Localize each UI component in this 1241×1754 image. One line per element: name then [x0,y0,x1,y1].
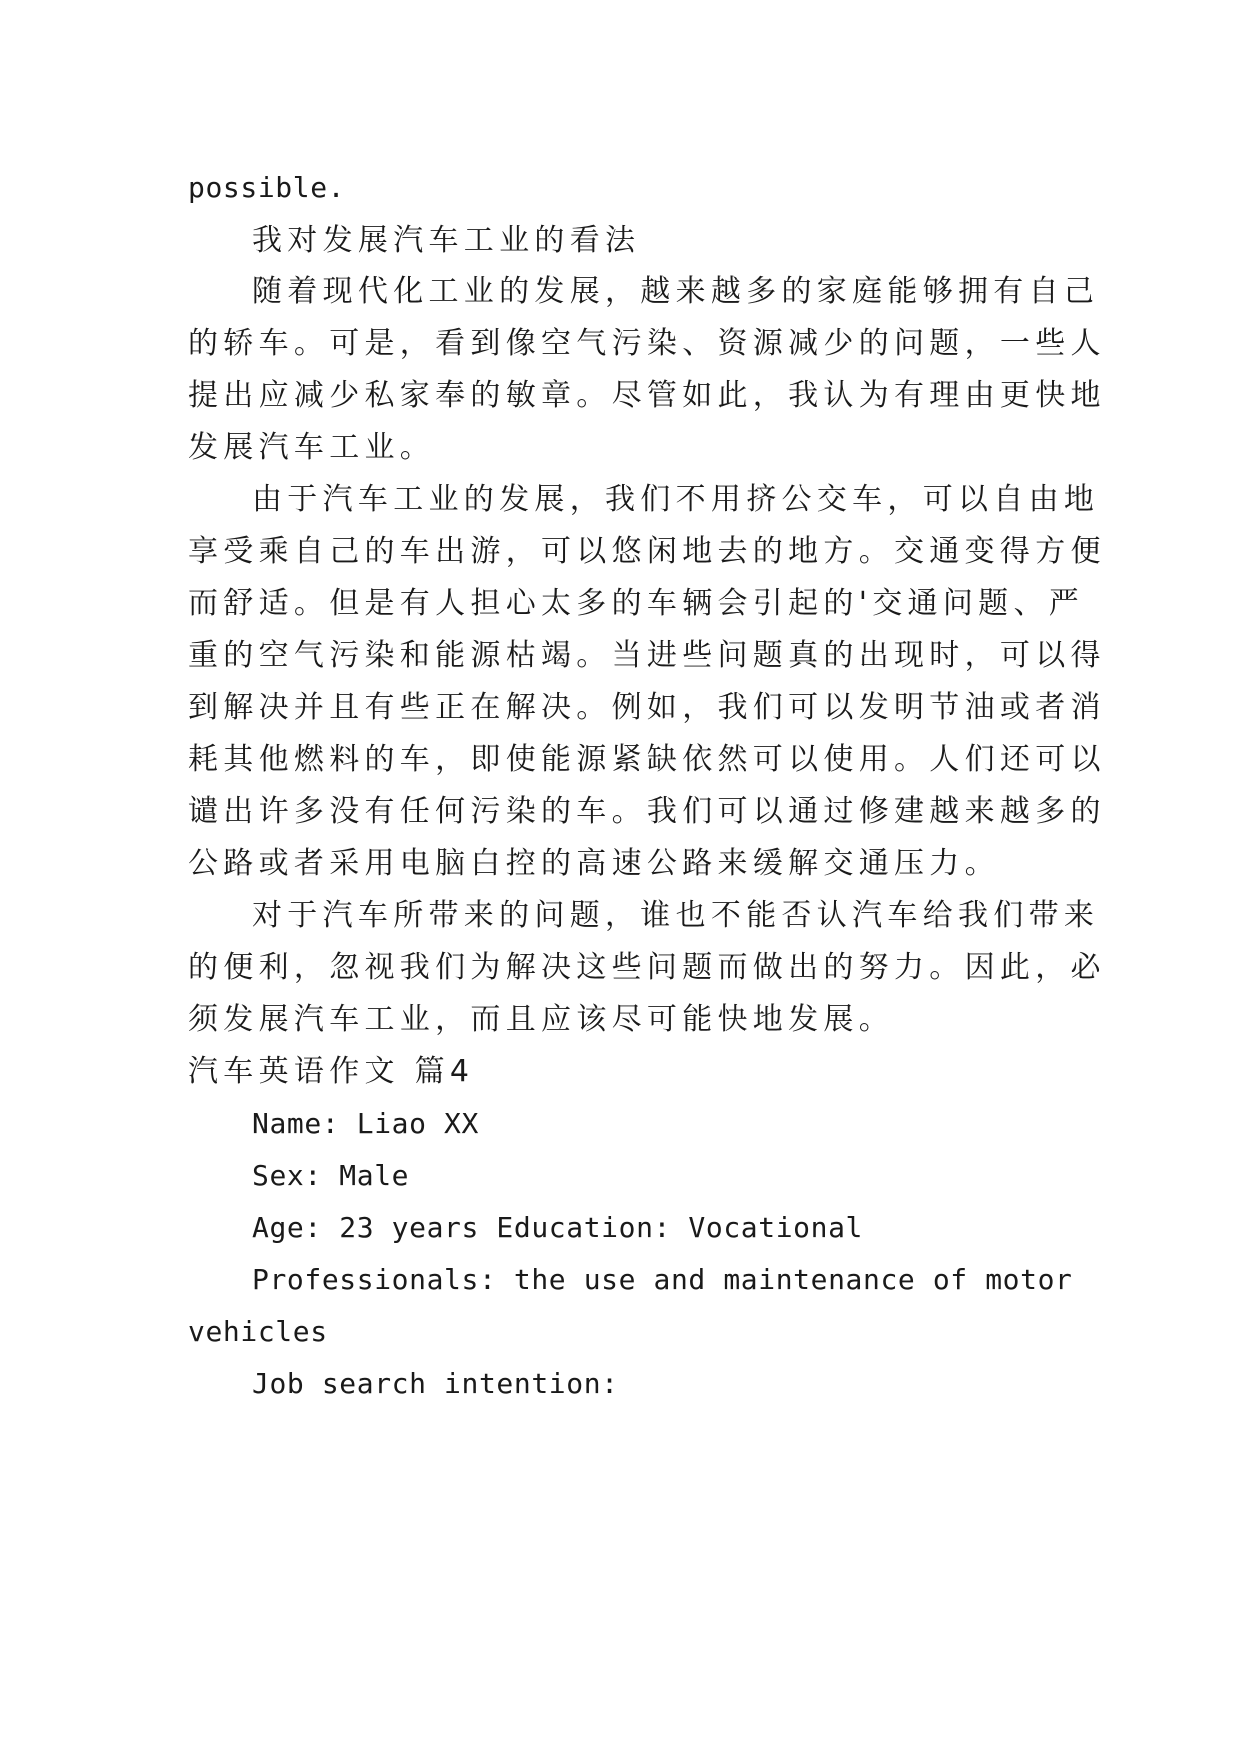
text-line: Professionals: the use and maintenance of motor [252,1263,1073,1296]
text-line: 的轿车。可是，看到像空气污染、资源减少的问题，一些人 [188,326,1106,361]
text-line: 到解决并且有些正在解决。例如，我们可以发明节油或者消 [188,690,1106,725]
text-line: 谴出许多没有任何污染的车。我们可以通过修建越来越多的 [188,794,1106,829]
text-line: Name: Liao XX [252,1107,479,1140]
text-line: 耗其他燃料的车，即使能源紧缺依然可以使用。人们还可以 [188,742,1106,777]
text-line: 发展汽车工业。 [188,430,436,465]
essay-title: 我对发展汽车工业的看法 [252,223,641,258]
text-line: Job search intention: [252,1367,619,1400]
text-line: 提出应减少私家奉的敏章。尽管如此，我认为有理由更快地 [188,378,1106,413]
text-line: 享受乘自己的车出游，可以悠闲地去的地方。交通变得方便 [188,534,1106,569]
text-line: 公路或者采用电脑白控的高速公路来缓解交通压力。 [188,846,1000,881]
text-line: vehicles [188,1315,328,1348]
text-line: 随着现代化工业的发展，越来越多的家庭能够拥有自己 [252,274,1100,309]
text-line: 的便利，忽视我们为解决这些问题而做出的努力。因此，必 [188,950,1106,985]
text-line: 须发展汽车工业，而且应该尽可能快地发展。 [188,1002,894,1037]
text-line: 对于汽车所带来的问题，谁也不能否认汽车给我们带来 [252,898,1100,933]
text-line: 而舒适。但是有人担心太多的车辆会引起的'交通问题、严 [188,586,1085,621]
text-line: 由于汽车工业的发展，我们不用挤公交车，可以自由地 [252,482,1100,517]
section-heading: 汽车英语作文 篇4 [188,1054,475,1089]
text-line: Age: 23 years Education: Vocational [252,1211,864,1244]
text-line: Sex: Male [252,1159,410,1192]
text-line: possible. [188,171,346,204]
text-line: 重的空气污染和能源枯竭。当进些问题真的出现时，可以得 [188,638,1106,673]
